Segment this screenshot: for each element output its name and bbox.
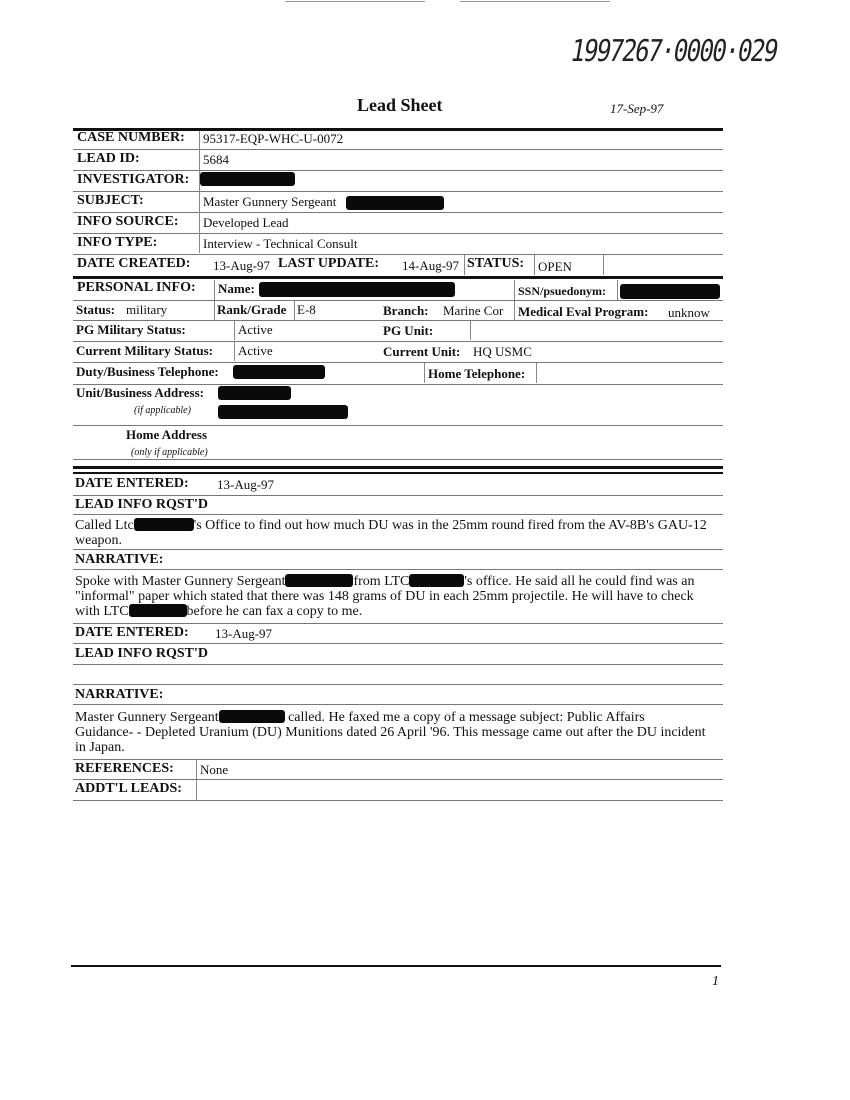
column-rule (424, 363, 425, 383)
column-rule (514, 301, 515, 320)
narrative-text-part: from LTC (353, 574, 410, 589)
column-rule (514, 280, 515, 300)
section-rule (73, 276, 723, 279)
date-entered-value: 13-Aug-97 (215, 626, 273, 641)
lead-info-text-part: weapon. (75, 533, 123, 548)
narrative-text-part: with LTC (75, 604, 129, 619)
row-rule (73, 149, 723, 150)
date-entered-value: 13-Aug-97 (217, 477, 275, 492)
narrative-text-part: called. He faxed me a copy of a message subject: Public Affairs (288, 710, 645, 725)
column-rule (214, 280, 215, 300)
row-rule (73, 779, 723, 780)
column-rule (234, 342, 235, 361)
row-rule (73, 495, 723, 496)
column-rule (234, 321, 235, 340)
row-rule (73, 664, 723, 665)
row-rule (73, 362, 723, 363)
branch-label: Branch: (383, 303, 429, 318)
current-military-status-label: Current Military Status: (76, 343, 213, 358)
lead-info-text-part: 's Office to find out how much DU was in the 25mm round fired from the AV-8B's GAU-12 (193, 518, 707, 533)
narrative-text-part: Guidance- - Depleted Uranium (DU) Munitions dated 26 April '96. This message came out after the DU incident (75, 725, 706, 740)
column-rule (199, 131, 200, 253)
last-update-label: LAST UPDATE: (278, 256, 380, 271)
row-rule (73, 300, 723, 301)
row-rule (73, 684, 723, 685)
narrative-text-part: Master Gunnery Sergeant (75, 710, 219, 725)
narrative-text-part: "informal" paper which stated that there was 148 grams of DU in each 25mm projectile. He will have to check (75, 589, 694, 604)
redaction (219, 710, 285, 723)
scan-artifact-line (460, 1, 610, 2)
pg-unit-label: PG Unit: (383, 323, 434, 338)
redaction (218, 405, 348, 419)
info-source-label: INFO SOURCE: (77, 214, 179, 229)
redaction (218, 386, 291, 400)
row-rule (73, 704, 723, 705)
row-rule (73, 191, 723, 192)
column-rule (534, 255, 535, 275)
row-rule (73, 643, 723, 644)
section-rule (73, 466, 723, 469)
date-entered-label: DATE ENTERED: (75, 476, 189, 491)
case-number-value: 95317-EQP-WHC-U-0072 (203, 131, 344, 146)
section-rule (73, 472, 723, 474)
lead-info-text (75, 518, 725, 548)
home-address-label: Home Address (126, 427, 208, 442)
duty-phone-label: Duty/Business Telephone: (76, 364, 219, 379)
redaction (134, 518, 194, 531)
lead-id-value: 5684 (203, 152, 229, 167)
row-rule (73, 254, 723, 255)
lead-info-label: LEAD INFO RQST'D (75, 497, 209, 512)
redaction (233, 365, 325, 379)
narrative-text-part: in Japan. (75, 740, 125, 755)
narrative-text (75, 574, 725, 619)
lead-info-text-part: Called Ltc (75, 518, 134, 533)
last-update-value: 14-Aug-97 (402, 258, 460, 273)
redaction (620, 284, 720, 299)
info-type-label: INFO TYPE: (77, 235, 158, 250)
lead-info-label: LEAD INFO RQST'D (75, 646, 209, 661)
column-rule (214, 301, 215, 320)
investigator-label: INVESTIGATOR: (77, 172, 190, 187)
current-unit-label: Current Unit: (383, 344, 461, 359)
column-rule (603, 255, 604, 275)
subject-label: SUBJECT: (77, 193, 144, 208)
row-rule (73, 623, 723, 624)
column-rule (294, 301, 295, 320)
row-rule (73, 514, 723, 515)
redaction (285, 574, 353, 587)
column-rule (464, 255, 465, 275)
redaction (129, 604, 187, 617)
pg-military-status-label: PG Military Status: (76, 322, 186, 337)
date-created-label: DATE CREATED: (77, 256, 191, 271)
row-rule (73, 759, 723, 760)
narrative-text (75, 710, 725, 755)
handwritten-doc-id: 1997267·0000·029 (567, 34, 780, 69)
row-rule (73, 170, 723, 171)
row-rule (73, 341, 723, 342)
lead-id-label: LEAD ID: (77, 151, 140, 166)
info-type-value: Interview - Technical Consult (203, 236, 358, 251)
row-rule (73, 549, 723, 550)
scan-artifact-line (285, 1, 425, 2)
row-rule (73, 459, 723, 460)
print-date: 17-Sep-97 (610, 101, 664, 116)
column-rule (470, 321, 471, 340)
redaction (409, 574, 464, 587)
narrative-label: NARRATIVE: (75, 687, 164, 702)
rank-label: Rank/Grade (217, 302, 287, 317)
narrative-label: NARRATIVE: (75, 552, 164, 567)
redaction (200, 172, 295, 186)
page-title: Lead Sheet (357, 95, 443, 115)
subject-value: Master Gunnery Sergeant (203, 194, 337, 209)
ssn-label: SSN/psuedonym: (518, 284, 607, 298)
row-rule (73, 212, 723, 213)
home-phone-label: Home Telephone: (428, 366, 526, 381)
if-applicable-note: (if applicable) (134, 405, 191, 416)
status-value: OPEN (538, 259, 572, 274)
page-number: 1 (712, 974, 719, 989)
name-label: Name: (218, 281, 255, 296)
narrative-text-part: before he can fax a copy to me. (186, 604, 363, 619)
narrative-text-part: Spoke with Master Gunnery Sergeant (75, 574, 286, 589)
only-if-applicable-note: (only if applicable) (131, 447, 208, 458)
medical-eval-value: unknow (668, 305, 710, 320)
references-value: None (200, 762, 229, 777)
pg-military-status-value: Active (238, 322, 273, 337)
personal-info-label: PERSONAL INFO: (77, 280, 196, 295)
row-rule (73, 800, 723, 801)
narrative-text-part: 's office. He said all he could find was an (464, 574, 695, 589)
column-rule (617, 280, 618, 300)
row-rule (73, 569, 723, 570)
info-source-value: Developed Lead (203, 215, 289, 230)
date-entered-label: DATE ENTERED: (75, 625, 189, 640)
branch-value: Marine Cor (443, 303, 504, 318)
column-rule (196, 760, 197, 800)
status-military-value: military (126, 302, 168, 317)
redaction (346, 196, 444, 210)
row-rule (73, 425, 723, 426)
date-created-value: 13-Aug-97 (213, 258, 271, 273)
row-rule (73, 320, 723, 321)
status-military-label: Status: (76, 302, 116, 317)
status-label: STATUS: (467, 256, 525, 271)
rank-value: E-8 (297, 302, 316, 317)
footer-rule (71, 965, 721, 967)
references-label: REFERENCES: (75, 761, 174, 776)
column-rule (536, 363, 537, 383)
current-unit-value: HQ USMC (473, 344, 532, 359)
redaction (259, 282, 455, 297)
row-rule (73, 233, 723, 234)
case-number-label: CASE NUMBER: (77, 130, 185, 145)
current-military-status-value: Active (238, 343, 273, 358)
medical-eval-label: Medical Eval Program: (518, 304, 649, 319)
addtl-leads-label: ADDT'L LEADS: (75, 781, 182, 796)
unit-address-label: Unit/Business Address: (76, 385, 204, 400)
